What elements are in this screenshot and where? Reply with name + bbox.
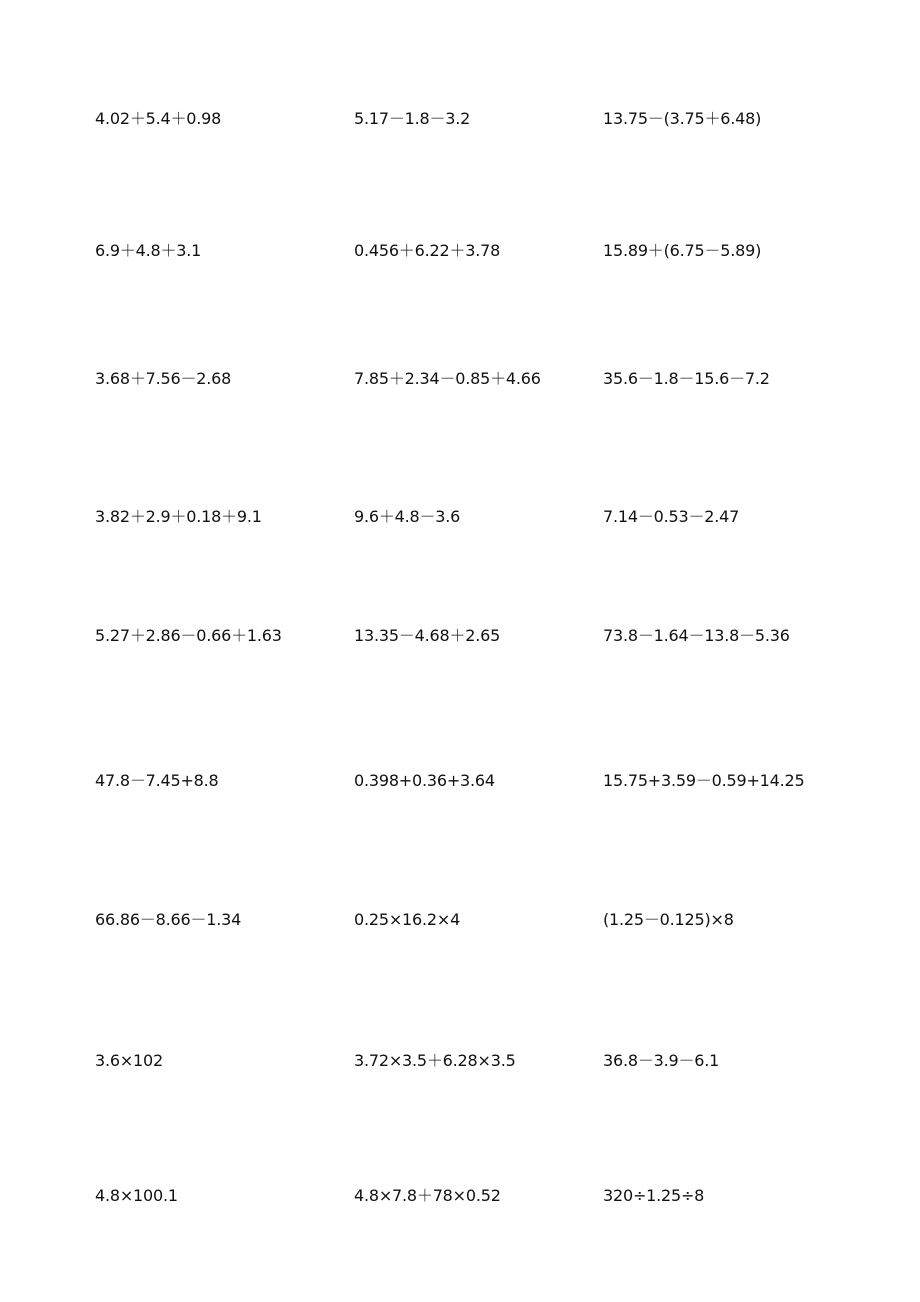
math-expression: 35.6－1.8－15.6－7.2 xyxy=(603,369,770,388)
problem-row xyxy=(0,505,920,529)
math-expression: 7.85＋2.34－0.85＋4.66 xyxy=(354,369,541,388)
problem-row xyxy=(0,908,920,932)
math-expression: 3.6×102 xyxy=(95,1051,163,1070)
math-expression: 4.8×7.8＋78×0.52 xyxy=(354,1186,501,1205)
math-expression: 36.8－3.9－6.1 xyxy=(603,1051,720,1070)
math-expression: 0.456＋6.22＋3.78 xyxy=(354,241,501,260)
math-expression: 320÷1.25÷8 xyxy=(603,1186,705,1205)
math-expression: 3.72×3.5＋6.28×3.5 xyxy=(354,1051,516,1070)
math-expression: 15.75+3.59－0.59+14.25 xyxy=(603,771,805,790)
math-expression: 9.6＋4.8－3.6 xyxy=(354,507,461,526)
math-expression: 13.35－4.68＋2.65 xyxy=(354,626,501,645)
math-expression: 15.89＋(6.75－5.89) xyxy=(603,241,762,260)
math-expression: 47.8－7.45+8.8 xyxy=(95,771,219,790)
problem-row xyxy=(0,1049,920,1073)
math-expression: 3.82＋2.9＋0.18＋9.1 xyxy=(95,507,262,526)
math-expression: 73.8－1.64－13.8－5.36 xyxy=(603,626,790,645)
math-expression: 13.75－(3.75＋6.48) xyxy=(603,109,762,128)
math-expression: 4.02＋5.4＋0.98 xyxy=(95,109,222,128)
math-expression: 66.86－8.66－1.34 xyxy=(95,910,242,929)
math-expression: 5.17－1.8－3.2 xyxy=(354,109,471,128)
math-expression: 5.27＋2.86－0.66＋1.63 xyxy=(95,626,282,645)
math-expression: 6.9＋4.8＋3.1 xyxy=(95,241,202,260)
problem-row xyxy=(0,367,920,391)
math-expression: 3.68＋7.56－2.68 xyxy=(95,369,232,388)
math-expression: 0.25×16.2×4 xyxy=(354,910,461,929)
problem-row xyxy=(0,1184,920,1208)
problem-row xyxy=(0,239,920,263)
problem-row xyxy=(0,769,920,793)
math-expression: 0.398+0.36+3.64 xyxy=(354,771,495,790)
math-expression: 4.8×100.1 xyxy=(95,1186,178,1205)
math-expression: 7.14－0.53－2.47 xyxy=(603,507,740,526)
math-expression: (1.25－0.125)×8 xyxy=(603,910,734,929)
problem-row xyxy=(0,624,920,648)
problem-row xyxy=(0,107,920,131)
